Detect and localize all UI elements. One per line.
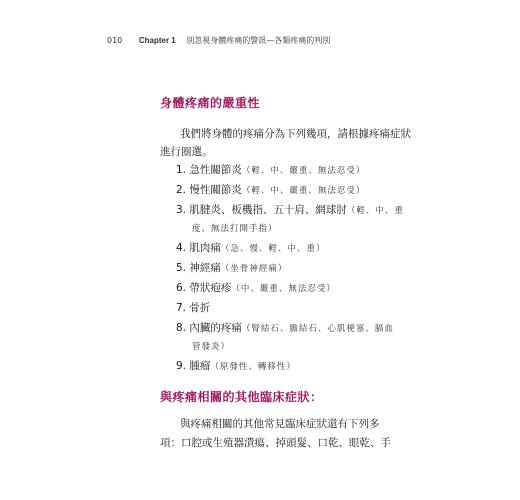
- list-item-label: 5. 神經痛: [176, 262, 221, 274]
- list-item: [176, 278, 336, 299]
- section-title-severity: 身體疼痛的嚴重性: [160, 96, 261, 110]
- list-item-note-continuation: 管發炎）: [192, 342, 231, 352]
- list-item-label: 3. 肌腱炎、板機指、五十肩、網球肘: [176, 204, 347, 216]
- list-item-note: （中、嚴重、無法忍受）: [231, 284, 336, 294]
- list-item-label: 1. 急性關節炎: [176, 164, 242, 176]
- list-item: [176, 160, 365, 181]
- list-item-note: （輕、中、嚴重、無法忍受）: [241, 166, 366, 176]
- list-item-note-continuation: 度、無法打開手指）: [192, 224, 278, 234]
- list-item-note: （原發性、轉移性）: [210, 362, 296, 372]
- list-item-label: 4. 肌肉痛: [176, 242, 221, 254]
- intro-paragraph-line-2: 進行圈選。: [160, 146, 213, 158]
- chapter-label: Chapter 1: [138, 36, 176, 45]
- list-item-label: 9. 腫瘤: [176, 360, 211, 372]
- list-item-note: （腎結石、膽結石、心肌梗塞、膈血: [241, 324, 394, 334]
- symptoms-paragraph-line-1: 與疼痛相關的其他常見臨床症狀還有下列多: [180, 418, 380, 430]
- section-title-related-symptoms: 與疼痛相關的其他臨床症狀：: [160, 390, 323, 404]
- list-item: [176, 200, 404, 221]
- intro-paragraph-line-1: 我們將身體的疼痛分為下列幾項，請根據疼痛症狀: [180, 128, 411, 140]
- symptoms-paragraph-line-2: 項：口腔或生殖器潰瘍、掉頭髮、口乾、眼乾、手: [160, 437, 391, 449]
- list-item-label: 2. 慢性關節炎: [176, 184, 242, 196]
- list-item: [176, 356, 296, 377]
- list-item-note: （輕、中、重: [346, 206, 404, 216]
- list-item: [176, 180, 365, 201]
- list-item-label: 7. 骨折: [176, 302, 211, 314]
- list-item-note: （輕、中、嚴重、無法忍受）: [241, 186, 366, 196]
- list-item: [176, 318, 394, 339]
- list-item: [176, 238, 325, 259]
- chapter-title: 別忽視身體疼痛的警訊—各類疼痛的判別: [186, 36, 331, 45]
- list-item-label: 8. 內臟的疼痛: [176, 322, 242, 334]
- list-item-note: （坐骨神經痛）: [220, 264, 288, 274]
- running-header: [107, 35, 330, 46]
- list-item-label: 6. 帶狀疱疹: [176, 282, 232, 294]
- list-item: [176, 258, 287, 279]
- list-item: [176, 298, 210, 318]
- page-number: 010: [107, 36, 123, 45]
- list-item-note: （急、慢、輕、中、重）: [220, 244, 326, 254]
